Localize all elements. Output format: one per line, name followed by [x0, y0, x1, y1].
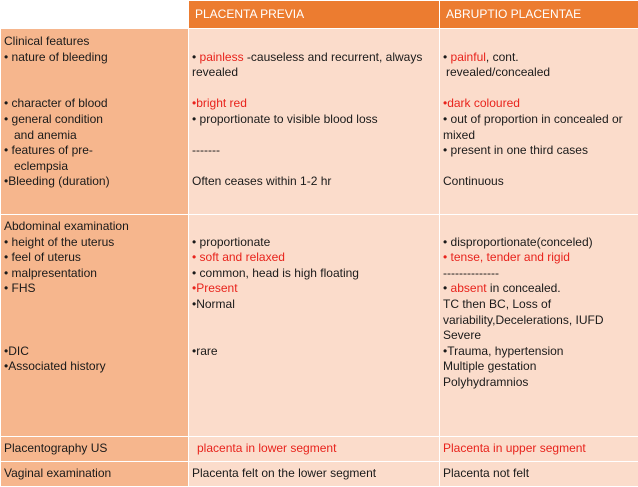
- label-feel-of-uterus: • feel of uterus: [4, 250, 185, 266]
- label-fhs: • FHS: [4, 281, 185, 297]
- clinical-abruptio-cell: [440, 29, 638, 215]
- label-dic: •DIC: [4, 344, 185, 360]
- placentography-previa: placenta in lower segment: [189, 437, 440, 462]
- previa-nature-of-bleeding: • painless -causeless and recurrent, always revealed: [192, 50, 436, 81]
- abruptio-dic: Severe: [443, 328, 635, 344]
- label-associated-history: •Associated history: [4, 359, 185, 375]
- abdominal-previa-cell: [189, 215, 440, 437]
- label-general-condition-cont: and anemia: [4, 128, 185, 144]
- label-malpresentation: • malpresentation: [4, 266, 185, 282]
- abdominal-label-cell: [1, 215, 189, 437]
- vaginal-examination-label: Vaginal examination: [1, 462, 189, 487]
- previa-height-of-uterus: • proportionate: [192, 235, 436, 251]
- header-placenta-previa: PLACENTA PREVIA: [189, 1, 440, 29]
- previa-feel-of-uterus: • soft and relaxed: [192, 250, 436, 266]
- clinical-features-title: Clinical features: [4, 34, 185, 50]
- vaginal-abruptio: Placenta not felt: [440, 462, 638, 487]
- placentography-row: [1, 437, 638, 462]
- abdominal-examination-row: [1, 215, 638, 437]
- previa-fhs-normal: •Normal: [192, 297, 436, 313]
- abruptio-nature-of-bleeding: • painful, cont.: [443, 50, 635, 66]
- previa-general-condition: • proportionate to visible blood loss: [192, 112, 436, 128]
- clinical-features-label-cell: [1, 29, 189, 215]
- abruptio-fhs-detail: TC then BC, Loss of variability,Decelerations, IUFD: [443, 297, 635, 328]
- abruptio-fhs: • absent in concealed.: [443, 281, 635, 297]
- label-general-condition: • general condition: [4, 112, 185, 128]
- abruptio-features-preeclampsia: • present in one third cases: [443, 143, 635, 159]
- previa-bleeding-duration: Often ceases within 1-2 hr: [192, 174, 436, 190]
- previa-fhs-present: •Present: [192, 281, 436, 297]
- previa-dic: •rare: [192, 344, 436, 360]
- label-nature-of-bleeding: • nature of bleeding: [4, 50, 185, 66]
- abdominal-abruptio-cell: [440, 215, 638, 437]
- clinical-previa-cell: [189, 29, 440, 215]
- placentography-abruptio: Placenta in upper segment: [440, 437, 638, 462]
- previa-character-of-blood: •bright red: [192, 96, 436, 112]
- abruptio-history-multiple-gestation: Multiple gestation: [443, 359, 635, 375]
- abruptio-feel-of-uterus: • tense, tender and rigid: [443, 250, 635, 266]
- previa-features-preeclampsia: -------: [192, 143, 436, 159]
- label-features-preeclampsia-cont: eclempsia: [4, 159, 185, 175]
- abruptio-general-condition: • out of proportion in concealed or mixed: [443, 112, 635, 143]
- label-character-of-blood: • character of blood: [4, 96, 185, 112]
- header-row: [1, 1, 638, 29]
- previa-malpresentation: • common, head is high floating: [192, 266, 436, 282]
- vaginal-examination-row: [1, 462, 638, 487]
- label-bleeding-duration: •Bleeding (duration): [4, 174, 185, 190]
- abruptio-history-polyhydramnios: Polyhydramnios: [443, 375, 635, 391]
- abruptio-bleeding-duration: Continuous: [443, 174, 635, 190]
- abruptio-character-of-blood: •dark coloured: [443, 96, 635, 112]
- abruptio-malpresentation: --------------: [443, 266, 635, 282]
- header-corner: [1, 1, 189, 29]
- clinical-features-row: [1, 29, 638, 215]
- abruptio-nature-revealed: revealed/concealed: [443, 65, 635, 81]
- abdominal-examination-title: Abdominal examination: [4, 219, 185, 235]
- abruptio-history-trauma: •Trauma, hypertension: [443, 344, 635, 360]
- header-abruptio-placentae: ABRUPTIO PLACENTAE: [440, 1, 638, 29]
- abruptio-height-of-uterus: • disproportionate(conceled): [443, 235, 635, 251]
- label-height-of-uterus: • height of the uterus: [4, 235, 185, 251]
- placentography-label: Placentography US: [1, 437, 189, 462]
- label-features-preeclampsia: • features of pre-: [4, 143, 185, 159]
- vaginal-previa: Placenta felt on the lower segment: [189, 462, 440, 487]
